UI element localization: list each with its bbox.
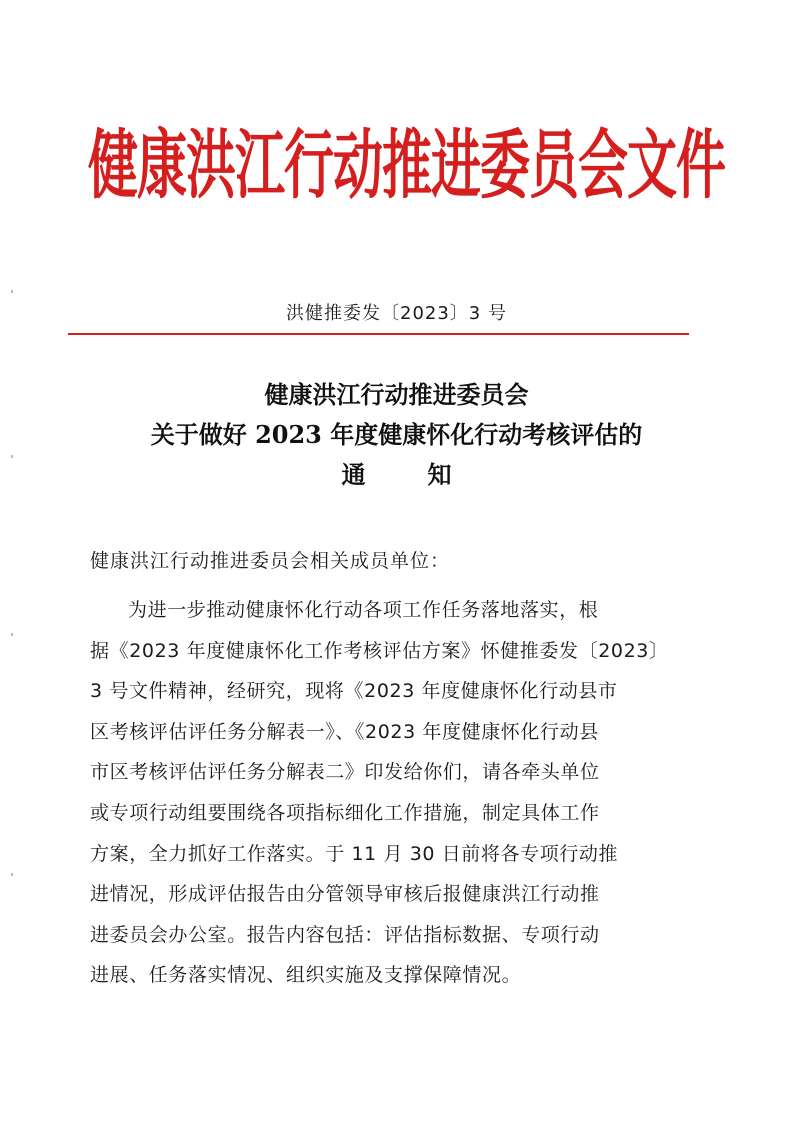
body-line: 据《2023 年度健康怀化工作考核评估方案》怀健推委发〔2023〕 xyxy=(90,639,669,662)
body-line: 3 号文件精神，经研究，现将《2023 年度健康怀化行动县市 xyxy=(90,680,618,703)
notice-title xyxy=(0,375,793,495)
title-line-1: 健康洪江行动推进委员会 xyxy=(264,380,529,409)
body-line: 进展、任务落实情况、组织实施及支撑保障情况。 xyxy=(90,964,522,987)
body-line: 为进一步推动健康怀化行动各项工作任务落地落实，根 xyxy=(128,599,599,621)
title-line-3: 通知 xyxy=(341,460,514,489)
body-line: 或专项行动组要围绕各项指标细化工作措施，制定具体工作 xyxy=(90,801,600,824)
body-line: 市区考核评估评任务分解表二》印发给你们，请各牵头单位 xyxy=(90,761,600,784)
body-paragraph xyxy=(90,590,710,996)
body-line: 进委员会办公室。报告内容包括：评估指标数据、专项行动 xyxy=(90,923,600,946)
scan-margin-mark xyxy=(11,290,13,293)
body-line: 进情况，形成评估报告由分管领导审核后报健康洪江行动推 xyxy=(90,883,600,906)
document-number: 洪健推委发〔2023〕3 号 xyxy=(286,303,507,324)
scan-margin-mark xyxy=(11,633,13,636)
document-masthead: 健康洪江行动推进委员会文件 xyxy=(88,122,725,209)
title-line-2: 关于做好 2023 年度健康怀化行动考核评估的 xyxy=(150,420,643,449)
salutation: 健康洪江行动推进委员会相关成员单位： xyxy=(90,550,451,572)
red-divider-line xyxy=(68,333,689,335)
scan-margin-mark xyxy=(11,455,13,458)
scan-margin-mark xyxy=(11,873,13,876)
body-line: 方案，全力抓好工作落实。于 11 月 30 日前将各专项行动推 xyxy=(90,842,619,865)
body-line: 区考核评估评任务分解表一》、《2023 年度健康怀化行动县 xyxy=(90,720,599,743)
